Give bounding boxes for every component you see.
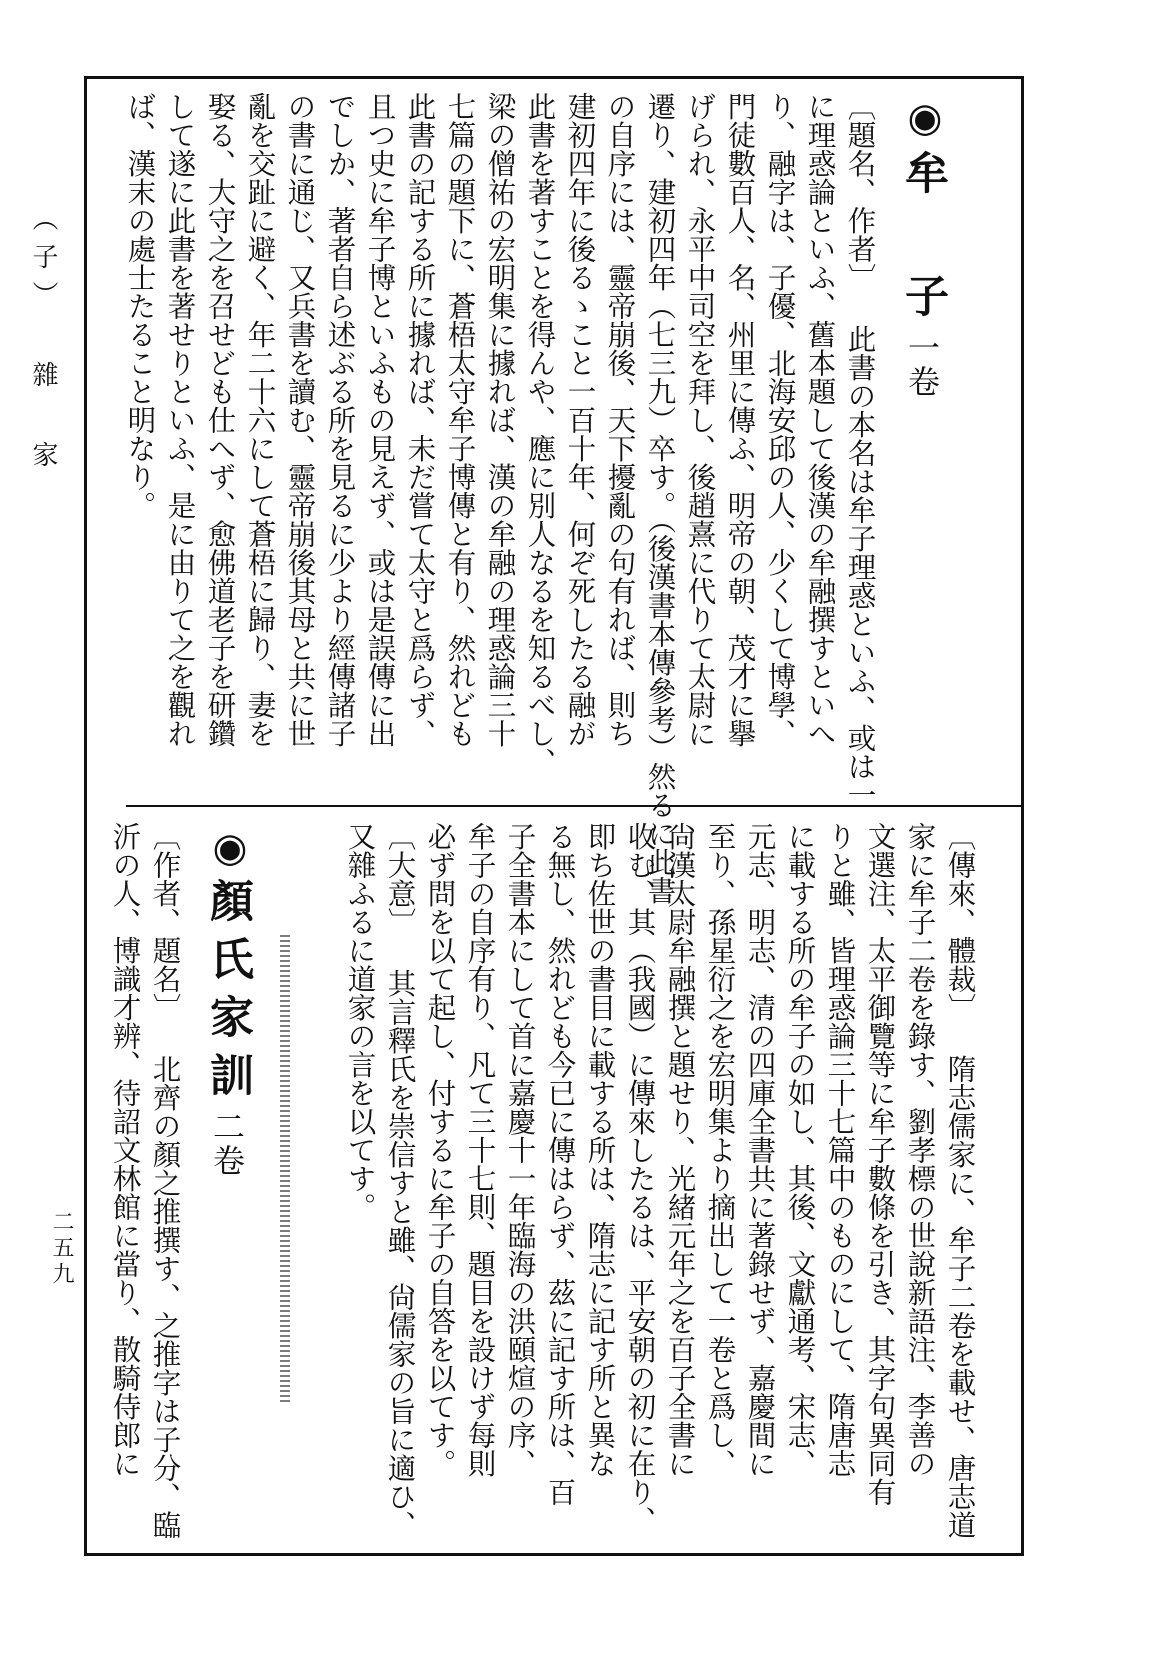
text-column: 尙漢太尉牟融撰と題せり、光緒元年之を百子全書に [663,822,697,1478]
text-column: 且つ史に牟子博といふもの見えず、或は是誤傳に出 [363,92,397,748]
text-column: 〔大意〕 其言釋氏を崇信すと雖、尙儒家の旨に適ひ、 [383,822,417,1539]
text-column: 此書の記する所に據れば、未だ嘗て太守と爲らず、 [403,92,437,748]
text-column: に理惑論といふ、舊本題して後漢の牟融撰すといへ [803,92,837,748]
text-column: 〔題名、作者〕 此書の本名は牟子理惑といふ、或は一 [843,92,877,809]
bullet-icon: ◉ [902,95,948,141]
text-column: に載する所の牟子の如し、其後、文獻通考、宋志、 [783,822,817,1478]
text-column: 〔傳來、體裁〕 隋志儒家に、牟子二卷を載せ、唐志道 [943,822,977,1539]
text-column: 元志、明志、清の四庫全書共に著錄せず、嘉慶間に [743,822,777,1478]
entry-volumes: 一卷 [903,331,941,399]
text-column: 即ち佐世の書目に載する所は、隋志に記す所と異な [583,822,617,1478]
text-column: 文選注、太平御覽等に牟子數條を引き、其字句異同有 [863,822,897,1506]
section-divider [126,805,1021,807]
entry-title-text: 牟 子 [897,150,948,331]
text-column: りと雖、皆理惑論三十七篇中のものにして、隋唐志 [823,822,857,1478]
text-column: 家に牟子二卷を錄す、劉孝標の世說新語注、李善の [903,822,937,1478]
text-column: 牟子の自序有り、凡て三十七則、題目を設けず每則 [463,822,497,1478]
text-column: 子全書本にして首に嘉慶十一年臨海の洪頤煊の序、 [503,822,537,1478]
wavy-separator [280,935,290,1405]
text-column: 七篇の題下に、蒼梧太守牟子博傳と有り、然れども [443,92,477,748]
text-column: 必ず問を以て起し、付するに牟子の自答を以てす。 [423,822,457,1478]
text-column: 〔作者、題名〕 北齊の顏之推撰す、之推字は子分、臨 [148,822,182,1539]
text-column: の書に通じ、又兵書を讀む、靈帝崩後其母と共に世 [283,92,317,748]
section-label: （子） 雜 家 [28,205,58,479]
text-column: 娶る、大守之を召せども仕へず、愈佛道老子を研鑽 [203,92,237,748]
text-column: でしか、著者自ら述ぶる所を見るに少より經傳諸子 [323,92,357,748]
text-column: 至り、孫星衍之を宏明集より摘出して一卷と爲し、 [703,822,737,1478]
text-column: 遷り、建初四年（七三九）卒す。（後漢書本傳參考）然るに此書 [643,92,677,905]
text-column: る無し、然れども今已に傳はらず、茲に記す所は、百 [543,822,577,1506]
text-column: り、融字は、子優、北海安邱の人、少くして博學、 [763,92,797,748]
text-column: 此書を著すことを得んや、應に別人なるを知るべし、 [523,92,557,776]
entry-title-yanshi-jiaxun [202,878,253,1178]
entry-title-mouzi [897,150,948,399]
text-column: 收む、其（我國）に傳來したるは、平安朝の初に在り、 [623,822,657,1535]
text-column: げられ、永平中司空を拜し、後趙熹に代りて太尉に [683,92,717,748]
page-number: 二五九 [49,1210,74,1288]
text-column: の自序には、靈帝崩後、天下擾亂の句有れば、則ち [603,92,637,748]
text-column: ば、漢末の處士たること明なり。 [123,92,157,520]
text-column: 建初四年に後るゝこと一百十年、何ぞ死したる融が [563,92,597,748]
text-column: 又雜ふるに道家の言を以てす。 [343,822,377,1221]
text-column: して遂に此書を著せりといふ、是に由りて之を觀れ [163,92,197,748]
text-column: 亂を交趾に避く、年二十六にして蒼梧に歸り、妻を [243,92,277,748]
bullet-icon: ◉ [207,825,253,871]
entry-volumes: 二卷 [208,1110,246,1178]
text-column: 門徒數百人、名、州里に傳ふ、明帝の朝、茂才に擧 [723,92,757,748]
text-column: 梁の僧祐の宏明集に據れば、漢の牟融の理惑論三十 [483,92,517,748]
entry-title-text: 顏氏家訓 [202,878,253,1110]
text-column: 沂の人、博識才辨、待詔文林館に當り、散騎侍郎に [108,822,142,1478]
